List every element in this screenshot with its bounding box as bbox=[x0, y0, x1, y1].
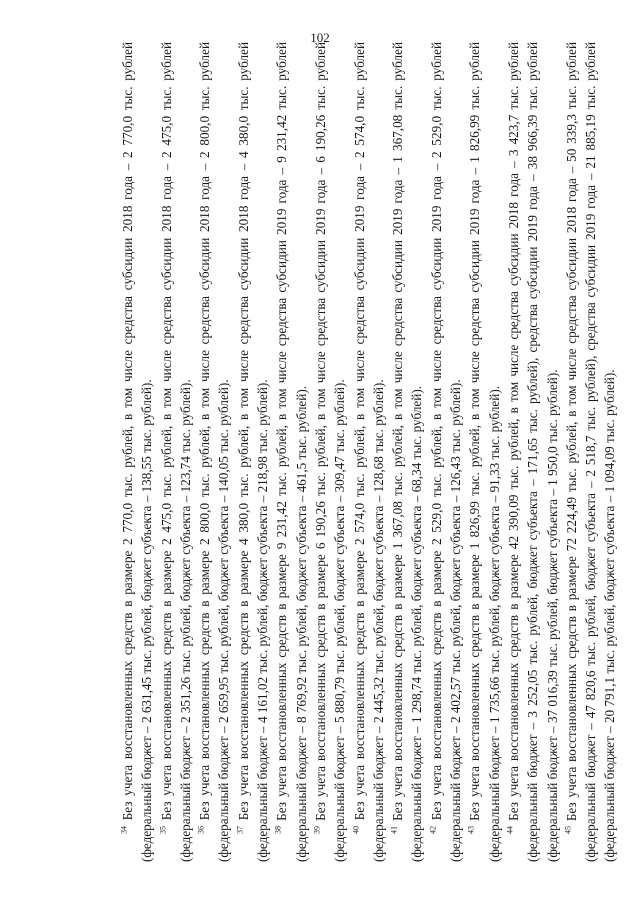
footnote-text: Без учета восстановленных средств в размере 2 770,0 тыс. рублей, в том числе средства субсидии 2018 года – 2 770,0 тыс. рублей (федеральный бюджет – 2 631,45 тыс. рублей, бюджет субъекта – 138,55 тыс. рублей). bbox=[120, 42, 155, 862]
footnote-39 bbox=[311, 42, 350, 862]
footnote-number: 35 bbox=[158, 826, 168, 834]
footnote-number: 45 bbox=[563, 826, 573, 834]
footnote-number: 38 bbox=[273, 826, 283, 834]
footnote-text: Без учета восстановленных средств в размере 1 367,08 тыс. рублей, в том числе средства субсидии 2019 года – 1 367,08 тыс. рублей (федеральный бюджет – 1 298,74 тыс. рублей, бюджет субъекта – 68,34 тыс. рублей). bbox=[390, 41, 425, 862]
footnote-text: Без учета восстановленных средств в размере 4 380,0 тыс. рублей, в том числе средства субсидии 2018 года – 4 380,0 тыс. рублей (федеральный бюджет – 4 161,02 тыс. рублей, бюджет субъекта – 218,98 тыс. рублей). bbox=[235, 42, 271, 862]
footnote-35 bbox=[157, 42, 196, 862]
footnote-number: 43 bbox=[466, 826, 476, 834]
footnote-number: 42 bbox=[428, 826, 438, 834]
footnote-text: Без учета восстановленных средств в размере 1 826,99 тыс. рублей, в том числе средства субсидии 2019 года – 1 826,99 тыс. рублей (федеральный бюджет – 1 735,66 тыс. рублей, бюджет субъекта – 91,33 тыс. рублей). bbox=[467, 41, 502, 862]
footnote-number: 39 bbox=[312, 826, 322, 834]
page-number: 102 bbox=[310, 30, 330, 45]
footnote-40 bbox=[350, 42, 389, 862]
footnote-text: Без учета восстановленных средств в размере 42 390,09 тыс. рублей, в том числе средства субсидии 2018 года – 3 423,7 тыс. рублей (федеральный бюджет – 3 252,05 тыс. рублей, бюджет субъекта – 171,65 тыс. рублей), средства субсидии 2019 года – 38 966,39 тыс. рублей (федеральный бюджет – 37 016,39 тыс. рублей, бюджет субъекта – 1 950,0 тыс. рублей). bbox=[505, 41, 560, 862]
footnote-text: Без учета восстановленных средств в размере 2 800,0 тыс. рублей, в том числе средства субсидии 2018 года – 2 800,0 тыс. рублей (федеральный бюджет – 2 659,95 тыс. рублей, бюджет субъекта – 140,05 тыс. рублей). bbox=[197, 42, 232, 862]
footnote-38 bbox=[272, 42, 311, 862]
footnote-34 bbox=[118, 42, 157, 862]
footnote-42 bbox=[427, 42, 466, 862]
footnote-text: Без учета восстановленных средств в размере 9 231,42 тыс. рублей, в том числе средства субсидии 2019 года – 9 231,42 тыс. рублей (федеральный бюджет – 8 769,92 тыс. рублей, бюджет субъекта – 461,5 тыс. рублей). bbox=[274, 41, 309, 862]
footnote-number: 36 bbox=[196, 826, 206, 834]
footnote-number: 41 bbox=[389, 826, 399, 834]
footnotes-block bbox=[118, 42, 620, 862]
footnote-44 bbox=[504, 42, 562, 862]
footnote-text: Без учета восстановленных средств в размере 2 475,0 тыс. рублей, в том числе средства субсидии 2018 года – 2 475,0 тыс. рублей (федеральный бюджет – 2 351,26 тыс. рублей, бюджет субъекта – 123,74 тыс. рублей). bbox=[158, 42, 193, 862]
footnote-text: Без учета восстановленных средств в размере 2 574,0 тыс. рублей, в том числе средства субсидии 2019 года – 2 574,0 тыс. рублей (федеральный бюджет – 2 445,32 тыс. рублей, бюджет субъекта – 128,68 тыс. рублей). bbox=[351, 42, 386, 862]
footnote-37 bbox=[234, 42, 273, 862]
footnote-43 bbox=[465, 42, 504, 862]
footnote-number: 40 bbox=[351, 826, 361, 834]
footnote-text: Без учета восстановленных средств в размере 72 224,49 тыс. рублей, в том числе средства субсидии 2018 года – 50 339,3 тыс. рублей (федеральный бюджет – 47 820,6 тыс. рублей, бюджет субъекта – 2 518,7 тыс. рублей), средства субсидии 2019 года – 21 885,19 тыс. рублей (федеральный бюджет – 20 791,1 тыс. рублей, бюджет субъекта – 1 094,09 тыс. рублей). bbox=[563, 41, 618, 862]
footnote-number: 37 bbox=[235, 826, 245, 834]
footnote-text: Без учета восстановленных средств в размере 6 190,26 тыс. рублей, в том числе средства субсидии 2019 года – 6 190,26 тыс. рублей (федеральный бюджет – 5 880,79 тыс. рублей, бюджет субъекта – 309,47 тыс. рублей). bbox=[312, 41, 348, 862]
footnote-number: 34 bbox=[119, 826, 129, 834]
footnote-41 bbox=[388, 42, 427, 862]
footnote-text: Без учета восстановленных средств в размере 2 529,0 тыс. рублей, в том числе средства субсидии 2019 года – 2 529,0 тыс. рублей (федеральный бюджет – 2 402,57 тыс. рублей, бюджет субъекта – 126,43 тыс. рублей). bbox=[428, 42, 464, 862]
footnote-45 bbox=[562, 42, 620, 862]
footnote-number: 44 bbox=[505, 826, 515, 834]
footnote-36 bbox=[195, 42, 234, 862]
